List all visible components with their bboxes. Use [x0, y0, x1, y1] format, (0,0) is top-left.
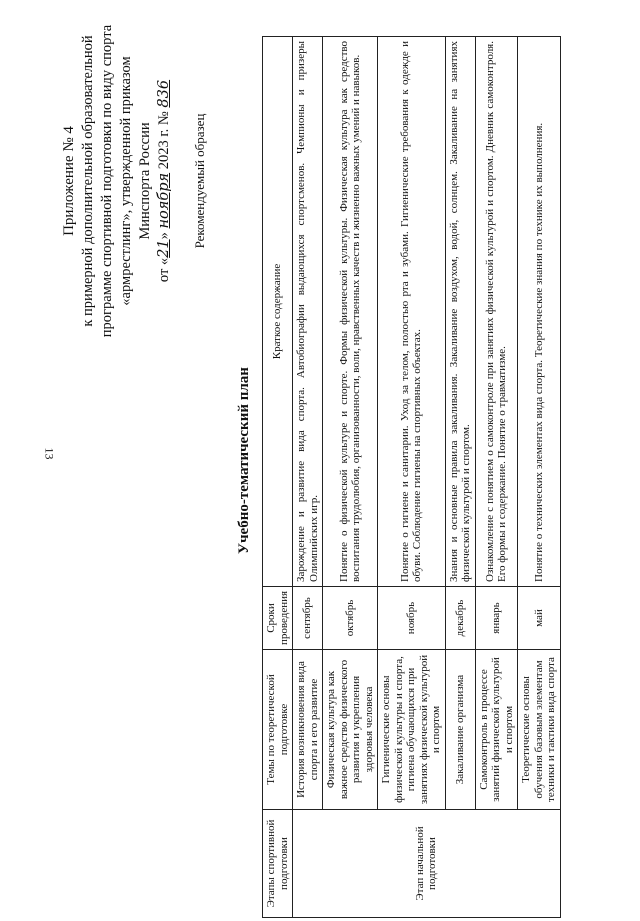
date-day: 21 [156, 239, 172, 258]
table-row [475, 37, 518, 918]
content-cell: Знания и основные правила закаливания. Закаливание воздухом, водой, солнцем. Закаливание на занятиях физической культурой и спортом. [445, 37, 475, 587]
content-cell: Ознакомление с понятием о самоконтроле при занятиях физической культурой и спортом. Дневник самоконтроля. Его формы и содержание. Понятие о травматизме. [475, 37, 518, 587]
term-cell: январь [475, 587, 518, 650]
term-cell: декабрь [445, 587, 475, 650]
date-prefix: от « [156, 257, 172, 283]
term-cell: сентябрь [293, 587, 323, 650]
sample-label: Рекомендуемый образец [192, 113, 207, 249]
date-sep: » [156, 228, 172, 240]
term-cell: ноябрь [378, 587, 446, 650]
table-row [323, 37, 378, 918]
order-date-line [155, 21, 174, 341]
plan-title: Учебно-тематический план [236, 367, 252, 554]
table-row [378, 37, 446, 918]
topic-cell: Закаливание организма [445, 650, 475, 810]
header-topic: Темы по теоретической подготовке [263, 650, 293, 810]
topic-cell: История возникновения вида спорта и его развитие [293, 650, 323, 810]
topic-cell: Гигиенические основы физической культуры и спорта, гигиена обучающихся при занятиях физической культурой и спортом [378, 650, 446, 810]
content-cell: Понятие о физической культуре и спорте. Формы физической культуры. Физическая культура как средство воспитания трудолюбия, организованности, воли, нравственных качеств и жизненно важных умений и навыков. [323, 37, 378, 587]
header-content: Краткое содержание [263, 37, 293, 587]
table-row [445, 37, 475, 918]
topic-cell: Физическая культура как важное средство физического развития и укрепления здоровья человека [323, 650, 378, 810]
content-cell: Зарождение и развитие вида спорта. Автобиографии выдающихся спортсменов. Чемпионы и призеры Олимпийских игр. [293, 37, 323, 587]
content-cell: Понятие о технических элементах вида спорта. Теоретические знания по технике их выполнения. [518, 37, 561, 587]
appendix-number: Приложение № 4 [61, 126, 77, 236]
table-row [293, 37, 323, 918]
thematic-plan-table [262, 36, 561, 918]
table-row [518, 37, 561, 918]
content-cell: Понятие о гигиене и санитарии. Уход за телом, полостью рта и зубами. Гигиенические требования к одежде и обуви. Соблюдение гигиены на спортивных объектах. [378, 37, 446, 587]
header-stage: Этапы спортивной подготовки [263, 810, 293, 918]
date-year: 2023 г. № [156, 107, 172, 173]
date-month: ноября [156, 172, 172, 229]
order-number: 836 [156, 79, 172, 108]
page-number: 13 [42, 447, 57, 460]
term-cell: октябрь [323, 587, 378, 650]
appendix-header [60, 21, 174, 341]
header-line-3: программе спортивной подготовки по виду спорта [99, 24, 115, 338]
header-line-2: к примерной дополнительной образовательной [80, 35, 96, 327]
table-header-row [263, 37, 293, 918]
topic-cell: Теоретические основы обучения базовым элементам техники и тактики вида спорта [518, 650, 561, 810]
header-line-5: Минспорта России [137, 122, 153, 240]
term-cell: май [518, 587, 561, 650]
topic-cell: Самоконтроль в процессе занятий физической культурой и спортом [475, 650, 518, 810]
header-term: Сроки проведения [263, 587, 293, 650]
header-line-4: «армрестлинг», утвержденной приказом [118, 56, 134, 306]
stage-cell: Этап начальной подготовки [293, 810, 561, 918]
